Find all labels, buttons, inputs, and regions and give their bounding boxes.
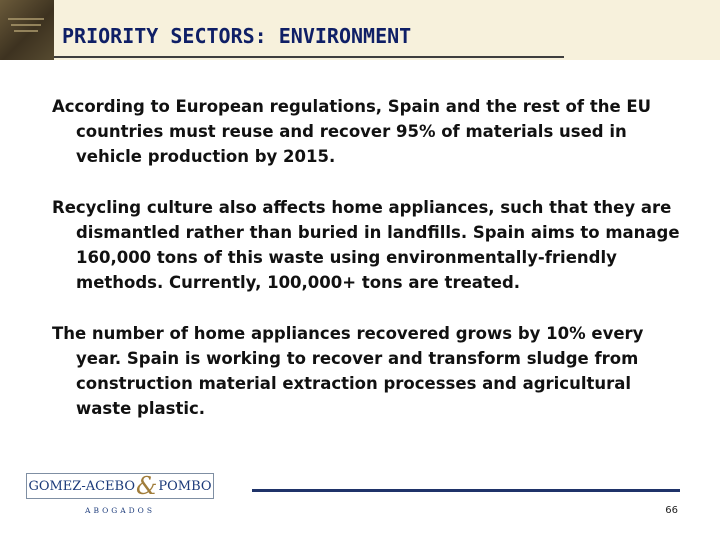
logo-ampersand: & [136,472,158,500]
header-underline [54,56,564,58]
paragraph-vehicle-recovery: According to European regulations, Spain and the rest of the EU countries must reuse and recover 95% of materials used in vehicle production by 2015. [52,97,652,166]
logo-name-right: POMBO [158,478,212,494]
body-text [52,94,692,447]
logo-name-left: GOMEZ-ACEBO [28,478,135,494]
emblem-line [11,24,41,26]
firm-logo [26,473,214,515]
firm-logo-box [26,473,214,499]
logo-subtitle: ABOGADOS [85,506,155,515]
page-title: PRIORITY SECTORS: ENVIRONMENT [62,24,412,48]
page-number: 66 [665,505,678,516]
emblem-line [14,30,38,32]
firm-emblem-logo [0,0,54,60]
emblem-line [8,18,44,20]
footer-rule [252,489,680,492]
paragraph-home-appliances: Recycling culture also affects home appliances, such that they are dismantled rather than buried in landfills. Spain aims to manage 160,000 tons of this waste using environmentally-friendly methods. Currently, 100,000+ tons are treated. [52,198,680,292]
paragraph-recovery-growth: The number of home appliances recovered grows by 10% every year. Spain is working to recover and transform sludge from construction material extraction processes and agricultural waste plastic. [52,324,644,418]
